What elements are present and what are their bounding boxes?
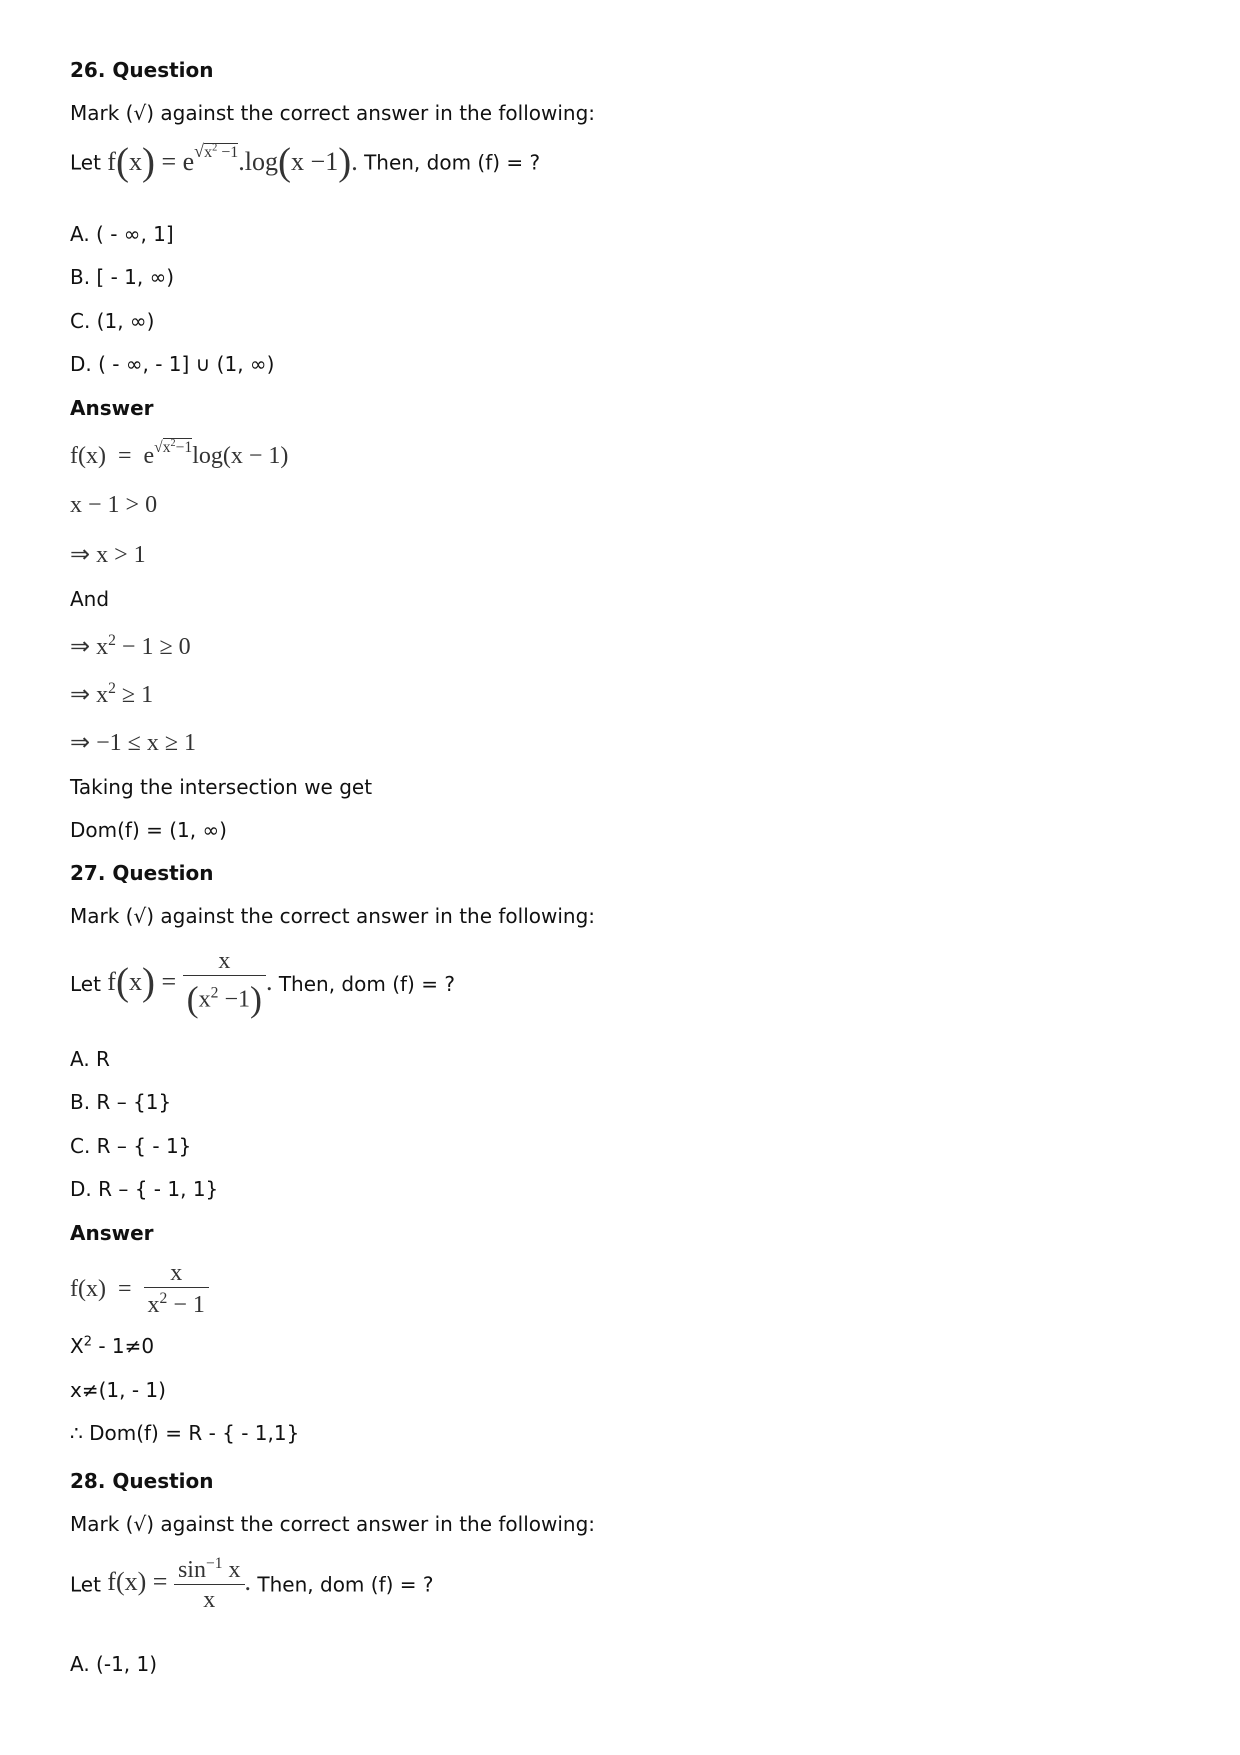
q27-result: ∴ Dom(f) = R - { - 1,1} <box>70 1421 300 1445</box>
q27-stem-formula: f(x) = $\frac{x}{(x^2 -1)}$ . <box>107 948 273 1019</box>
q27-step-1: $X^2 - 1\ne 0$ <box>70 1334 155 1358</box>
q28-stem-formula: f(x) = $\frac{\sin^{-1} x}{x}$ . <box>107 1555 252 1613</box>
q27-option-c: C. R – { - 1} <box>70 1134 192 1158</box>
q26-stem-prefix: Let <box>70 150 101 175</box>
q27-option-b: B. R – {1} <box>70 1090 172 1114</box>
q27-stem-suffix: Then, dom (f) = ? <box>278 972 455 996</box>
q27-step-2: x≠(1, - 1) <box>70 1378 166 1402</box>
q26-result: Dom(f) = (1, ∞) <box>70 818 227 842</box>
q28-heading: 28. Question <box>70 1469 214 1493</box>
q27-heading: 27. Question <box>70 861 214 885</box>
q28-instruction: Mark (√) against the correct answer in the following: <box>70 1512 596 1536</box>
q26-option-a: A. ( - ∞, 1] <box>70 222 174 246</box>
q26-answer-formula: $f(x) = e^{√x^2-1}\log(x - 1)$ <box>70 438 289 470</box>
q26-and-text: And <box>70 587 110 611</box>
q27-answer-label: Answer <box>70 1221 154 1245</box>
q27-instruction: Mark (√) against the correct answer in the following: <box>70 904 596 928</box>
q27-stem <box>70 948 455 1022</box>
q27-option-a: A. R <box>70 1047 110 1071</box>
q26-instruction: Mark (√) against the correct answer in the following: <box>70 101 596 125</box>
q26-option-b: B. [ - 1, ∞) <box>70 265 175 289</box>
q28-stem-prefix: Let <box>70 1572 101 1597</box>
q26-step-2: ⇒ x > 1 <box>70 542 146 568</box>
q26-step-5: ⇒ −1 ≤ x ≥ 1 <box>70 730 196 756</box>
q27-answer-formula: f(x) = $\frac{x}{x^2 - 1}$ <box>70 1260 209 1320</box>
q26-heading: 26. Question <box>70 58 214 82</box>
q26-step-4: ⇒ $x^2 \ge 1$ <box>70 680 154 708</box>
q26-option-c: C. (1, ∞) <box>70 309 155 333</box>
q26-stem-suffix: Then, dom (f) = ? <box>364 150 541 175</box>
q26-intersection-text: Taking the intersection we get <box>70 775 373 799</box>
q28-option-a: A. (-1, 1) <box>70 1652 158 1676</box>
q26-option-d: D. ( - ∞, - 1] ∪ (1, ∞) <box>70 352 275 376</box>
q27-stem-prefix: Let <box>70 972 101 996</box>
q26-step-3: ⇒ $x^2 - 1 \ge 0$ <box>70 632 191 660</box>
q28-stem <box>70 1555 434 1627</box>
q26-stem-formula: $f(x) = e^{√x^2 -1}.\log(x -1)$. <box>107 140 358 184</box>
q28-stem-suffix: Then, dom (f) = ? <box>257 1572 434 1597</box>
q26-stem <box>70 140 540 190</box>
q26-answer-label: Answer <box>70 396 154 420</box>
q26-step-1: x − 1 > 0 <box>70 492 158 518</box>
q27-option-d: D. R – { - 1, 1} <box>70 1177 219 1201</box>
